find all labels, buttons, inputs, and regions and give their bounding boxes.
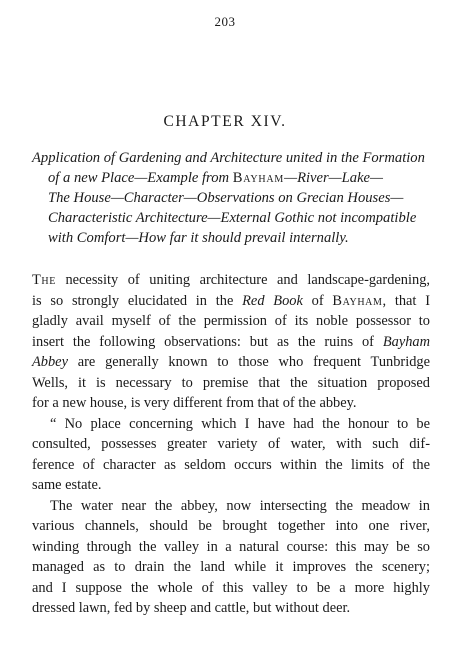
text-run: necessity of uniting architecture and landscape-gardening, <box>55 272 430 288</box>
text-line: dressed lawn, fed by sheep and cattle, but without deer. <box>32 600 351 616</box>
text-line: ference of character as seldom occurs within the limits of the <box>32 456 430 473</box>
synopsis-line <box>32 168 427 188</box>
paragraph-1 <box>32 270 430 414</box>
text-line: “ No place concerning which I have had the honour to be <box>50 415 430 432</box>
chapter-heading: CHAPTER XIV. <box>163 113 287 130</box>
synopsis-text: —River—Lake— <box>284 170 383 186</box>
text-line: gladly avail myself of the permission of its noble possessor to <box>32 313 430 329</box>
text-line: managed as to drain the land while it improves the scenery; <box>32 559 430 575</box>
synopsis-text: of a new Place—Example from <box>48 170 233 186</box>
chapter-synopsis <box>32 148 427 248</box>
text-run: insert the following observations: but as the ruins of <box>32 333 383 350</box>
text-line: same estate. <box>32 477 102 493</box>
text-line: Wells, it is necessary to premise that the situation proposed <box>32 374 430 391</box>
text-run: , that I <box>382 292 430 309</box>
place-name: Abbey <box>32 354 68 370</box>
synopsis-line: Application of Gardening and Architecture united in the Formation <box>32 150 425 166</box>
text-line: The water near the abbey, now intersecting the meadow in <box>50 497 430 514</box>
text-line <box>32 352 430 373</box>
synopsis-line: Characteristic Architecture—External Gothic not incompatible <box>48 210 417 226</box>
text-line: consulted, possesses greater variety of water, with such dif- <box>32 436 430 452</box>
synopsis-line: with Comfort—How far it should prevail internally. <box>48 230 349 246</box>
page-number: 203 <box>214 14 236 29</box>
text-line <box>32 291 430 312</box>
text-line: for a new house, is very different from that of the abbey. <box>32 395 357 411</box>
text-line <box>32 270 430 291</box>
place-name: Bayham <box>232 170 285 186</box>
text-line <box>32 332 430 353</box>
text-line: various channels, should be brought together into one river, <box>32 518 430 534</box>
synopsis-line: The House—Character—Observations on Grecian Houses— <box>48 190 404 206</box>
text-run: is so strongly elucidated in the <box>32 292 243 309</box>
text-run: of <box>302 292 333 309</box>
opening-word: The <box>32 272 56 288</box>
paragraph-3 <box>32 496 430 619</box>
place-name: Bayham <box>382 333 430 350</box>
body-text <box>32 270 430 619</box>
text-line: winding through the valley in a natural course: this may be so <box>32 538 430 555</box>
paragraph-2 <box>32 414 430 496</box>
text-line: and I suppose the whole of this valley to be a more highly <box>32 579 430 596</box>
text-run: are generally known to those who frequent Tunbridge <box>67 354 430 370</box>
book-title: Red Book <box>242 292 303 309</box>
place-name: Bayham <box>332 292 383 309</box>
